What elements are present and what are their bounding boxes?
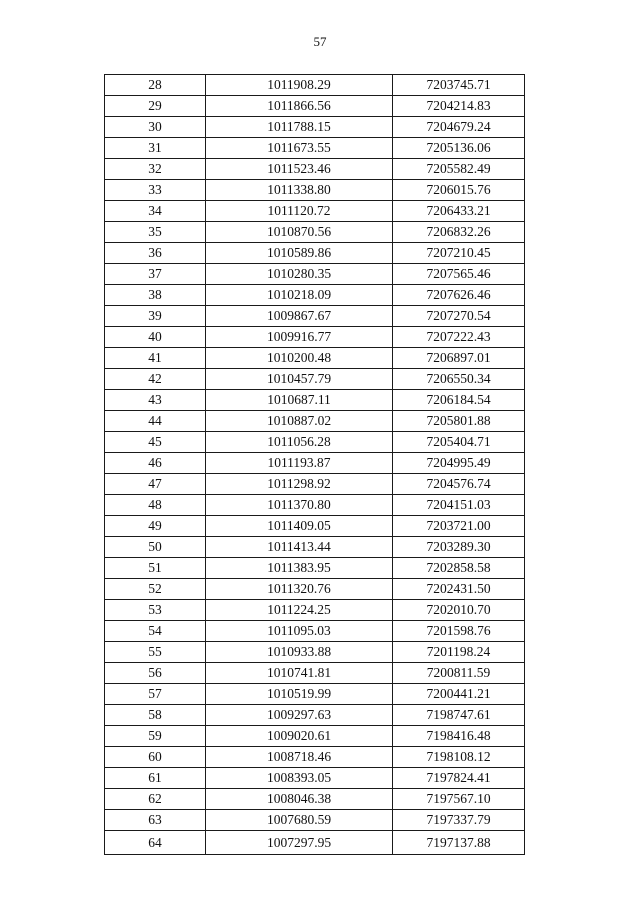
table-row [105,495,525,516]
x-coordinate-cell: 1007680.59 [206,810,393,831]
table-row [105,663,525,684]
y-coordinate-cell: 7206897.01 [393,348,525,369]
point-number-cell: 33 [105,180,206,201]
point-number-cell: 63 [105,810,206,831]
table-row [105,747,525,768]
point-number-cell: 40 [105,327,206,348]
table-row [105,327,525,348]
table-row [105,600,525,621]
table-row [105,768,525,789]
point-number-cell: 55 [105,642,206,663]
x-coordinate-cell: 1011413.44 [206,537,393,558]
point-number-cell: 30 [105,117,206,138]
point-number-cell: 31 [105,138,206,159]
x-coordinate-cell: 1009916.77 [206,327,393,348]
y-coordinate-cell: 7204576.74 [393,474,525,495]
y-coordinate-cell: 7205582.49 [393,159,525,180]
point-number-cell: 46 [105,453,206,474]
point-number-cell: 59 [105,726,206,747]
point-number-cell: 45 [105,432,206,453]
table-row [105,537,525,558]
table-row [105,705,525,726]
x-coordinate-cell: 1010280.35 [206,264,393,285]
y-coordinate-cell: 7198416.48 [393,726,525,747]
y-coordinate-cell: 7202431.50 [393,579,525,600]
x-coordinate-cell: 1008393.05 [206,768,393,789]
y-coordinate-cell: 7206184.54 [393,390,525,411]
point-number-cell: 29 [105,96,206,117]
point-number-cell: 50 [105,537,206,558]
table-row [105,159,525,180]
x-coordinate-cell: 1008046.38 [206,789,393,810]
table-row [105,789,525,810]
x-coordinate-cell: 1011224.25 [206,600,393,621]
y-coordinate-cell: 7200441.21 [393,684,525,705]
point-number-cell: 34 [105,201,206,222]
point-number-cell: 37 [105,264,206,285]
x-coordinate-cell: 1010887.02 [206,411,393,432]
x-coordinate-cell: 1010200.48 [206,348,393,369]
x-coordinate-cell: 1011409.05 [206,516,393,537]
table-row [105,201,525,222]
y-coordinate-cell: 7197337.79 [393,810,525,831]
table-row [105,726,525,747]
x-coordinate-cell: 1010687.11 [206,390,393,411]
y-coordinate-cell: 7204679.24 [393,117,525,138]
point-number-cell: 39 [105,306,206,327]
point-number-cell: 28 [105,75,206,96]
y-coordinate-cell: 7206433.21 [393,201,525,222]
x-coordinate-cell: 1011673.55 [206,138,393,159]
point-number-cell: 57 [105,684,206,705]
point-number-cell: 56 [105,663,206,684]
y-coordinate-cell: 7205136.06 [393,138,525,159]
x-coordinate-cell: 1007297.95 [206,831,393,855]
table-row [105,684,525,705]
x-coordinate-cell: 1009867.67 [206,306,393,327]
page-number: 57 [313,34,327,49]
table-row [105,474,525,495]
point-number-cell: 48 [105,495,206,516]
x-coordinate-cell: 1010741.81 [206,663,393,684]
table-row [105,390,525,411]
y-coordinate-cell: 7202858.58 [393,558,525,579]
table-row [105,621,525,642]
x-coordinate-cell: 1011370.80 [206,495,393,516]
point-number-cell: 53 [105,600,206,621]
x-coordinate-cell: 1011193.87 [206,453,393,474]
y-coordinate-cell: 7198747.61 [393,705,525,726]
point-number-cell: 35 [105,222,206,243]
coordinates-table [104,74,525,855]
table-row [105,348,525,369]
y-coordinate-cell: 7207210.45 [393,243,525,264]
y-coordinate-cell: 7207270.54 [393,306,525,327]
table-row [105,180,525,201]
x-coordinate-cell: 1011320.76 [206,579,393,600]
point-number-cell: 36 [105,243,206,264]
table-row [105,810,525,831]
point-number-cell: 44 [105,411,206,432]
y-coordinate-cell: 7200811.59 [393,663,525,684]
point-number-cell: 38 [105,285,206,306]
y-coordinate-cell: 7203721.00 [393,516,525,537]
y-coordinate-cell: 7204151.03 [393,495,525,516]
x-coordinate-cell: 1010870.56 [206,222,393,243]
y-coordinate-cell: 7206015.76 [393,180,525,201]
x-coordinate-cell: 1008718.46 [206,747,393,768]
x-coordinate-cell: 1011523.46 [206,159,393,180]
y-coordinate-cell: 7197824.41 [393,768,525,789]
x-coordinate-cell: 1010457.79 [206,369,393,390]
y-coordinate-cell: 7207565.46 [393,264,525,285]
table-row [105,222,525,243]
table-row [105,369,525,390]
y-coordinate-cell: 7197137.88 [393,831,525,855]
table-row [105,516,525,537]
table-row [105,117,525,138]
point-number-cell: 64 [105,831,206,855]
y-coordinate-cell: 7202010.70 [393,600,525,621]
table-row [105,243,525,264]
table-row [105,558,525,579]
y-coordinate-cell: 7203745.71 [393,75,525,96]
x-coordinate-cell: 1010589.86 [206,243,393,264]
point-number-cell: 62 [105,789,206,810]
x-coordinate-cell: 1011866.56 [206,96,393,117]
y-coordinate-cell: 7197567.10 [393,789,525,810]
x-coordinate-cell: 1010933.88 [206,642,393,663]
y-coordinate-cell: 7207626.46 [393,285,525,306]
y-coordinate-cell: 7206550.34 [393,369,525,390]
point-number-cell: 41 [105,348,206,369]
table-row [105,831,525,855]
x-coordinate-cell: 1011120.72 [206,201,393,222]
table-row [105,411,525,432]
point-number-cell: 52 [105,579,206,600]
point-number-cell: 43 [105,390,206,411]
x-coordinate-cell: 1011383.95 [206,558,393,579]
x-coordinate-cell: 1011056.28 [206,432,393,453]
point-number-cell: 54 [105,621,206,642]
table-row [105,75,525,96]
y-coordinate-cell: 7198108.12 [393,747,525,768]
y-coordinate-cell: 7207222.43 [393,327,525,348]
y-coordinate-cell: 7206832.26 [393,222,525,243]
point-number-cell: 32 [105,159,206,180]
table-row [105,579,525,600]
x-coordinate-cell: 1011908.29 [206,75,393,96]
x-coordinate-cell: 1010519.99 [206,684,393,705]
y-coordinate-cell: 7205801.88 [393,411,525,432]
point-number-cell: 61 [105,768,206,789]
table-row [105,306,525,327]
x-coordinate-cell: 1010218.09 [206,285,393,306]
table-row [105,96,525,117]
table-row [105,642,525,663]
point-number-cell: 51 [105,558,206,579]
point-number-cell: 58 [105,705,206,726]
table-row [105,285,525,306]
y-coordinate-cell: 7204995.49 [393,453,525,474]
table-row [105,453,525,474]
y-coordinate-cell: 7205404.71 [393,432,525,453]
coordinates-table-body [105,75,525,855]
point-number-cell: 42 [105,369,206,390]
x-coordinate-cell: 1009020.61 [206,726,393,747]
y-coordinate-cell: 7201598.76 [393,621,525,642]
x-coordinate-cell: 1009297.63 [206,705,393,726]
y-coordinate-cell: 7201198.24 [393,642,525,663]
x-coordinate-cell: 1011338.80 [206,180,393,201]
y-coordinate-cell: 7204214.83 [393,96,525,117]
table-row [105,432,525,453]
y-coordinate-cell: 7203289.30 [393,537,525,558]
point-number-cell: 49 [105,516,206,537]
point-number-cell: 47 [105,474,206,495]
point-number-cell: 60 [105,747,206,768]
x-coordinate-cell: 1011298.92 [206,474,393,495]
x-coordinate-cell: 1011095.03 [206,621,393,642]
x-coordinate-cell: 1011788.15 [206,117,393,138]
table-row [105,138,525,159]
table-row [105,264,525,285]
